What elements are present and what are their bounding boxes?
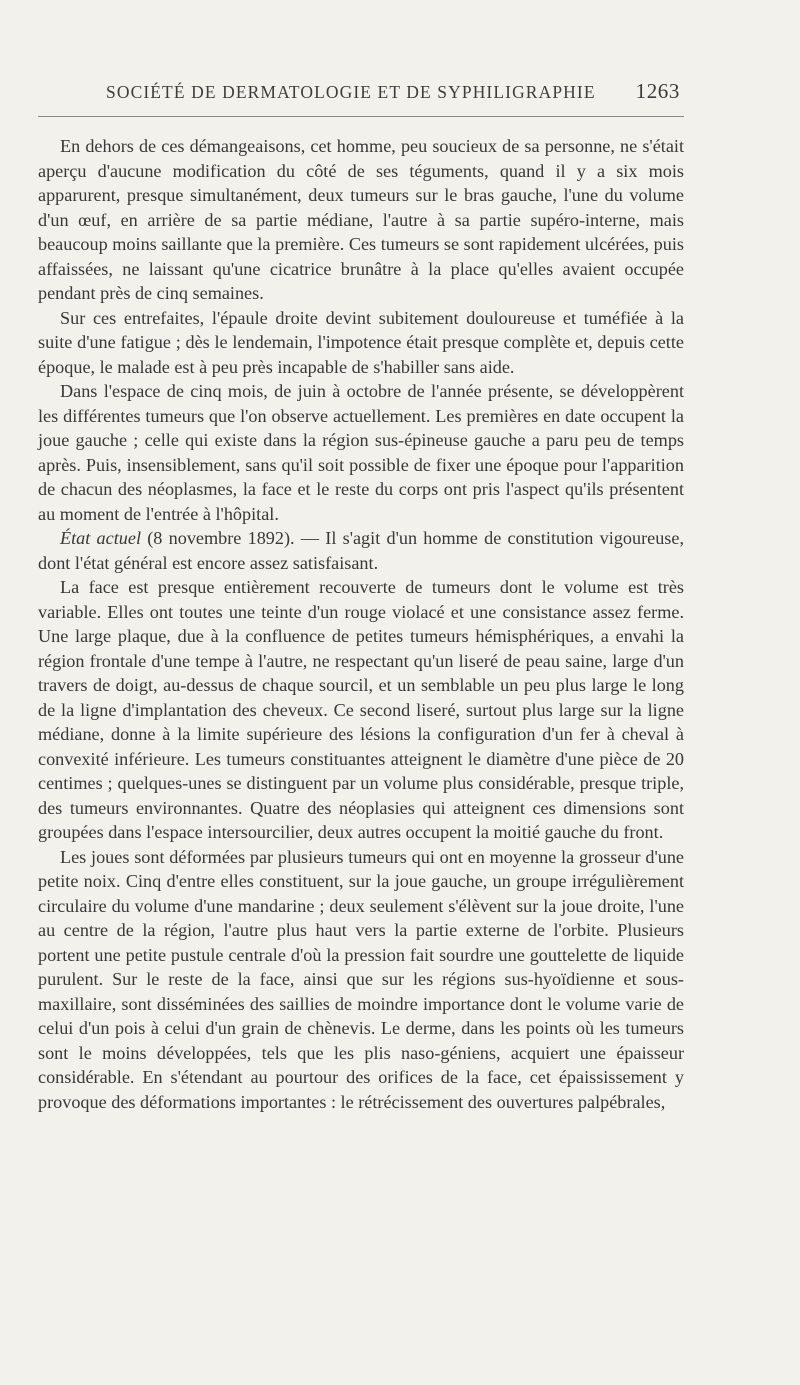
paragraph: En dehors de ces démangeaisons, cet homme, peu soucieux de sa personne, ne s'était aperçu d'aucune modification du côté de ses téguments, quand il y a six mois apparurent, presque simultanément, deux tumeurs sur le bras gauche, l'une du volume d'un œuf, en arrière de sa partie médiane, l'autre à sa partie supéro-interne, mais beaucoup moins saillante que la première. Ces tumeurs se sont rapidement ulcérées, puis affaissées, ne laissant qu'une cicatrice brunâtre à la place qu'elles avaient occupée pendant près de cinq semaines. (38, 136, 684, 303)
paragraph (38, 526, 684, 575)
header-rule (38, 116, 684, 117)
paragraph: Les joues sont déformées par plusieurs tumeurs qui ont en moyenne la grosseur d'une petite noix. Cinq d'entre elles constituent, sur la joue gauche, un groupe irrégulièrement circulaire du volume d'une mandarine ; deux seulement s'élèvent sur la joue droite, l'une au centre de la région, l'autre plus haut vers la partie externe de l'orbite. Plusieurs portent une petite pustule centrale d'où la pression fait sourdre une gouttelette de liquide purulent. Sur le reste de la face, ainsi que sur les régions sus-hyoïdienne et sous-maxillaire, sont disséminées des saillies de moindre importance dont le volume varie de celui d'un pois à celui d'un grain de chènevis. Le derme, dans les points où les tumeurs sont le moins développées, tels que les plis naso-géniens, acquiert une épaisseur considérable. En s'étendant au pourtour des orifices de la face, cet épaississement y provoque des déformations importantes : le rétrécissement des ouvertures palpébrales, (38, 846, 684, 1112)
paragraph: La face est presque entièrement recouverte de tumeurs dont le volume est très variable. Elles ont toutes une teinte d'un rouge violacé et une consistance assez ferme. Une large plaque, due à la confluence de petites tumeurs hémisphériques, a envahi la région frontale d'une tempe à l'autre, ne respectant qu'un liseré de peau saine, large d'un travers de doigt, au-dessus de chaque sourcil, et un semblable un peu plus large le long de la ligne d'implantation des cheveux. Ce second liseré, surtout plus large sur la ligne médiane, donne à la limite supérieure des lésions la configuration d'un fer à cheval à convexité inférieure. Les tumeurs constituantes atteignent le diamètre d'une pièce de 20 centimes ; quelques-unes se distinguent par un volume plus considérable, presque triple, des tumeurs environnantes. Quatre des néoplasies qui atteignent ces dimensions sont groupées dans l'espace intersourcilier, deux autres occupent la moitié gauche du front. (38, 577, 684, 842)
running-title: SOCIÉTÉ DE DERMATOLOGIE ET DE SYPHILIGRAPHIE (106, 82, 596, 102)
running-header (38, 78, 682, 108)
italic-heading: État actuel (60, 528, 141, 548)
paragraph: Dans l'espace de cinq mois, de juin à octobre de l'année présente, se développèrent les différentes tumeurs que l'on observe actuellement. Les premières en date occupent la joue gauche ; celle qui existe dans la région sus-épineuse gauche a paru peu de temps après. Puis, insensiblement, sans qu'il soit possible de fixer une époque pour l'apparition de chacun des néoplasmes, la face et le reste du corps ont pris l'aspect qu'ils présentent au moment de l'entrée à l'hôpital. (38, 381, 684, 524)
body-text (38, 134, 684, 1114)
page-number: 1263 (635, 79, 680, 103)
paragraph-text: (8 novembre 1892). — Il s'agit d'un homme de constitution vigoureuse, dont l'état général est encore assez satisfaisant. (38, 528, 684, 573)
paragraph: Sur ces entrefaites, l'épaule droite devint subitement douloureuse et tuméfiée à la suite d'une fatigue ; dès le lendemain, l'impotence était presque complète et, depuis cette époque, le malade est à peu près incapable de s'habiller sans aide. (38, 307, 684, 377)
